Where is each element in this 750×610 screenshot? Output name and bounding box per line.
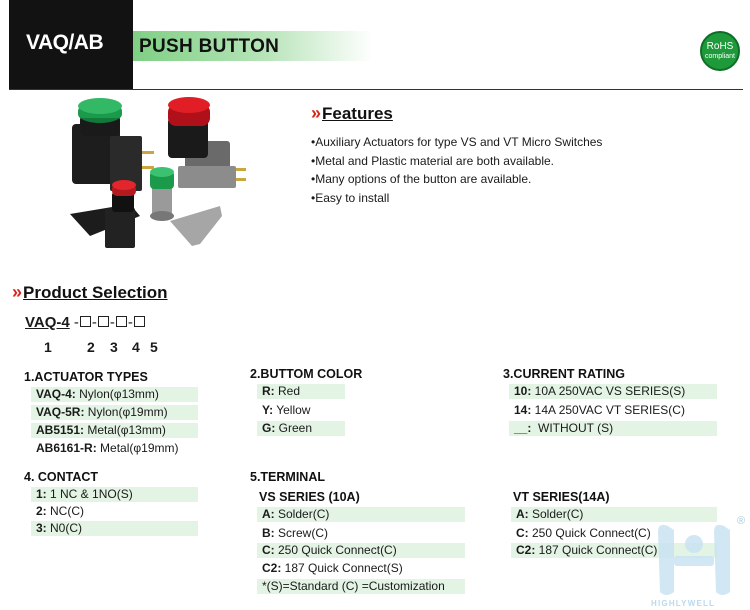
code-box-icon xyxy=(80,316,91,327)
code-position: 1 xyxy=(44,339,52,355)
option-row: C2: 187 Quick Connect(S) xyxy=(262,561,403,575)
option-row: VAQ-5R: Nylon(φ19mm) xyxy=(31,405,198,420)
chevron-right-icon: » xyxy=(12,282,18,302)
vt-series-title: VT SERIES(14A) xyxy=(513,490,610,504)
rohs-badge xyxy=(700,31,740,71)
terminal-title: 5.TERMINAL xyxy=(250,470,325,484)
current-rating-title: 3.CURRENT RATING xyxy=(503,367,625,381)
code-position: 5 xyxy=(150,339,158,355)
registered-mark: ® xyxy=(737,515,746,527)
product-selection-heading-text: Product Selection xyxy=(23,283,168,302)
contact-title: 4. CONTACT xyxy=(24,470,99,484)
features-heading xyxy=(311,103,393,124)
code-position: 2 xyxy=(87,339,95,355)
code-position: 4 xyxy=(132,339,140,355)
watermark-text: HIGHLYWELL xyxy=(651,599,716,608)
page-title: PUSH BUTTON xyxy=(139,36,280,57)
features-list xyxy=(311,133,602,207)
chevron-right-icon: » xyxy=(311,103,317,123)
list-item: •Many options of the button are available. xyxy=(311,172,532,186)
option-row: C2: 187 Quick Connect(C) xyxy=(511,543,717,558)
highlywell-logo-icon xyxy=(652,522,742,600)
list-item: •Auxiliary Actuators for type VS and VT Micro Switches xyxy=(311,135,603,149)
option-row: 10: 10A 250VAC VS SERIES(S) xyxy=(509,384,717,399)
option-row: B: Screw(C) xyxy=(262,526,329,540)
option-row: C: 250 Quick Connect(C) xyxy=(516,526,651,540)
option-row: AB6161-R: Metal(φ19mm) xyxy=(36,441,179,455)
option-row: 1: 1 NC & 1NO(S) xyxy=(31,487,198,502)
vs-series-title: VS SERIES (10A) xyxy=(259,490,360,504)
option-row: AB5151: Metal(φ13mm) xyxy=(31,423,198,438)
bottom-color-title: 2.BUTTOM COLOR xyxy=(250,367,363,381)
green-button-large-icon xyxy=(72,98,154,191)
list-item: •Metal and Plastic material are both available. xyxy=(311,153,554,168)
option-row: 2: NC(C) xyxy=(36,504,84,518)
product-photo xyxy=(50,96,260,256)
option-row: 3: N0(C) xyxy=(31,521,198,536)
option-row: G: Green xyxy=(257,421,345,436)
selection-code-base: VAQ-4 xyxy=(25,314,70,331)
actuator-types-title: 1.ACTUATOR TYPES xyxy=(24,370,148,384)
option-row: __: WITHOUT (S) xyxy=(509,421,717,436)
code-box-icon xyxy=(116,316,127,327)
option-row: Y: Yellow xyxy=(262,403,311,417)
option-row: A: Solder(C) xyxy=(257,507,465,522)
red-button-large-icon xyxy=(168,97,246,188)
option-row: VAQ-4: Nylon(φ13mm) xyxy=(31,387,198,402)
rohs-label: RoHS xyxy=(706,41,734,52)
option-row: A: Solder(C) xyxy=(511,507,717,522)
code-position: 3 xyxy=(110,339,118,355)
features-heading-text: Features xyxy=(322,104,393,123)
code-box-icon xyxy=(134,316,145,327)
product-selection-heading xyxy=(12,282,168,303)
code-box-icon xyxy=(98,316,109,327)
product-code-title: VAQ/AB xyxy=(26,31,104,54)
selection-code: VAQ-4 - - - - xyxy=(25,314,146,331)
rohs-sublabel: compliant xyxy=(705,53,735,60)
red-button-small-icon xyxy=(70,180,140,248)
option-row: C: 250 Quick Connect(C) xyxy=(257,543,465,558)
list-item: •Easy to install xyxy=(311,190,390,205)
option-row: 14: 14A 250VAC VT SERIES(C) xyxy=(514,403,685,417)
option-row: R: Red xyxy=(257,384,345,399)
header-divider xyxy=(9,89,743,90)
terminal-note: *(S)=Standard (C) =Customization xyxy=(257,579,465,594)
